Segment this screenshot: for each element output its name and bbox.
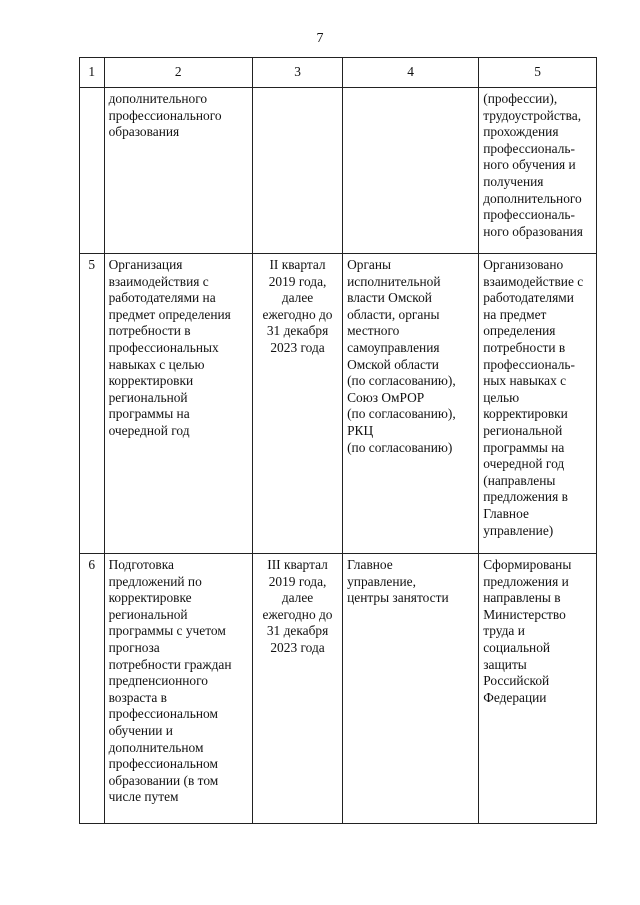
result-cell: Организовано взаимодействие с работодателями на предмет определения потребности в профессиональ- ных навыках с целью корректировки региональной программы на очередной год (направлены предложения в Главное управление) <box>479 254 597 554</box>
table-row <box>80 88 597 254</box>
term-cell: III квартал 2019 года, далее ежегодно до 31 декабря 2023 года <box>253 554 343 824</box>
result-cell: (профессии), трудоустройства, прохождения профессиональ- ного обучения и получения дополнительного профессиональ- ного образования <box>479 88 597 254</box>
row-number: 6 <box>80 554 105 824</box>
table-row <box>80 254 597 554</box>
column-header-2: 2 <box>104 58 252 88</box>
term-cell <box>253 88 343 254</box>
row-number <box>80 88 105 254</box>
column-header-4: 4 <box>343 58 479 88</box>
executors-cell: Главное управление, центры занятости <box>343 554 479 824</box>
column-header-3: 3 <box>253 58 343 88</box>
plan-table <box>79 57 597 824</box>
event-cell: дополнительного профессионального образования <box>104 88 252 254</box>
table-header-row <box>80 58 597 88</box>
event-cell: Организация взаимодействия с работодателями на предмет определения потребности в профессиональных навыках с целью корректировки региональной программы на очередной год <box>104 254 252 554</box>
result-cell: Сформированы предложения и направлены в Министерство труда и социальной защиты Российской Федерации <box>479 554 597 824</box>
table-row <box>80 554 597 824</box>
executors-cell: Органы исполнительной власти Омской области, органы местного самоуправления Омской области (по согласованию), Союз ОмРОР (по согласованию), РКЦ (по согласованию) <box>343 254 479 554</box>
column-header-5: 5 <box>479 58 597 88</box>
column-header-1: 1 <box>80 58 105 88</box>
page-number: 7 <box>316 31 324 46</box>
executors-cell <box>343 88 479 254</box>
event-cell: Подготовка предложений по корректировке региональной программы с учетом прогноза потребности граждан предпенсионного возраста в профессиональном обучении и дополнительном профессиональном образовании (в том числе путем <box>104 554 252 824</box>
term-cell: II квартал 2019 года, далее ежегодно до 31 декабря 2023 года <box>253 254 343 554</box>
row-number: 5 <box>80 254 105 554</box>
